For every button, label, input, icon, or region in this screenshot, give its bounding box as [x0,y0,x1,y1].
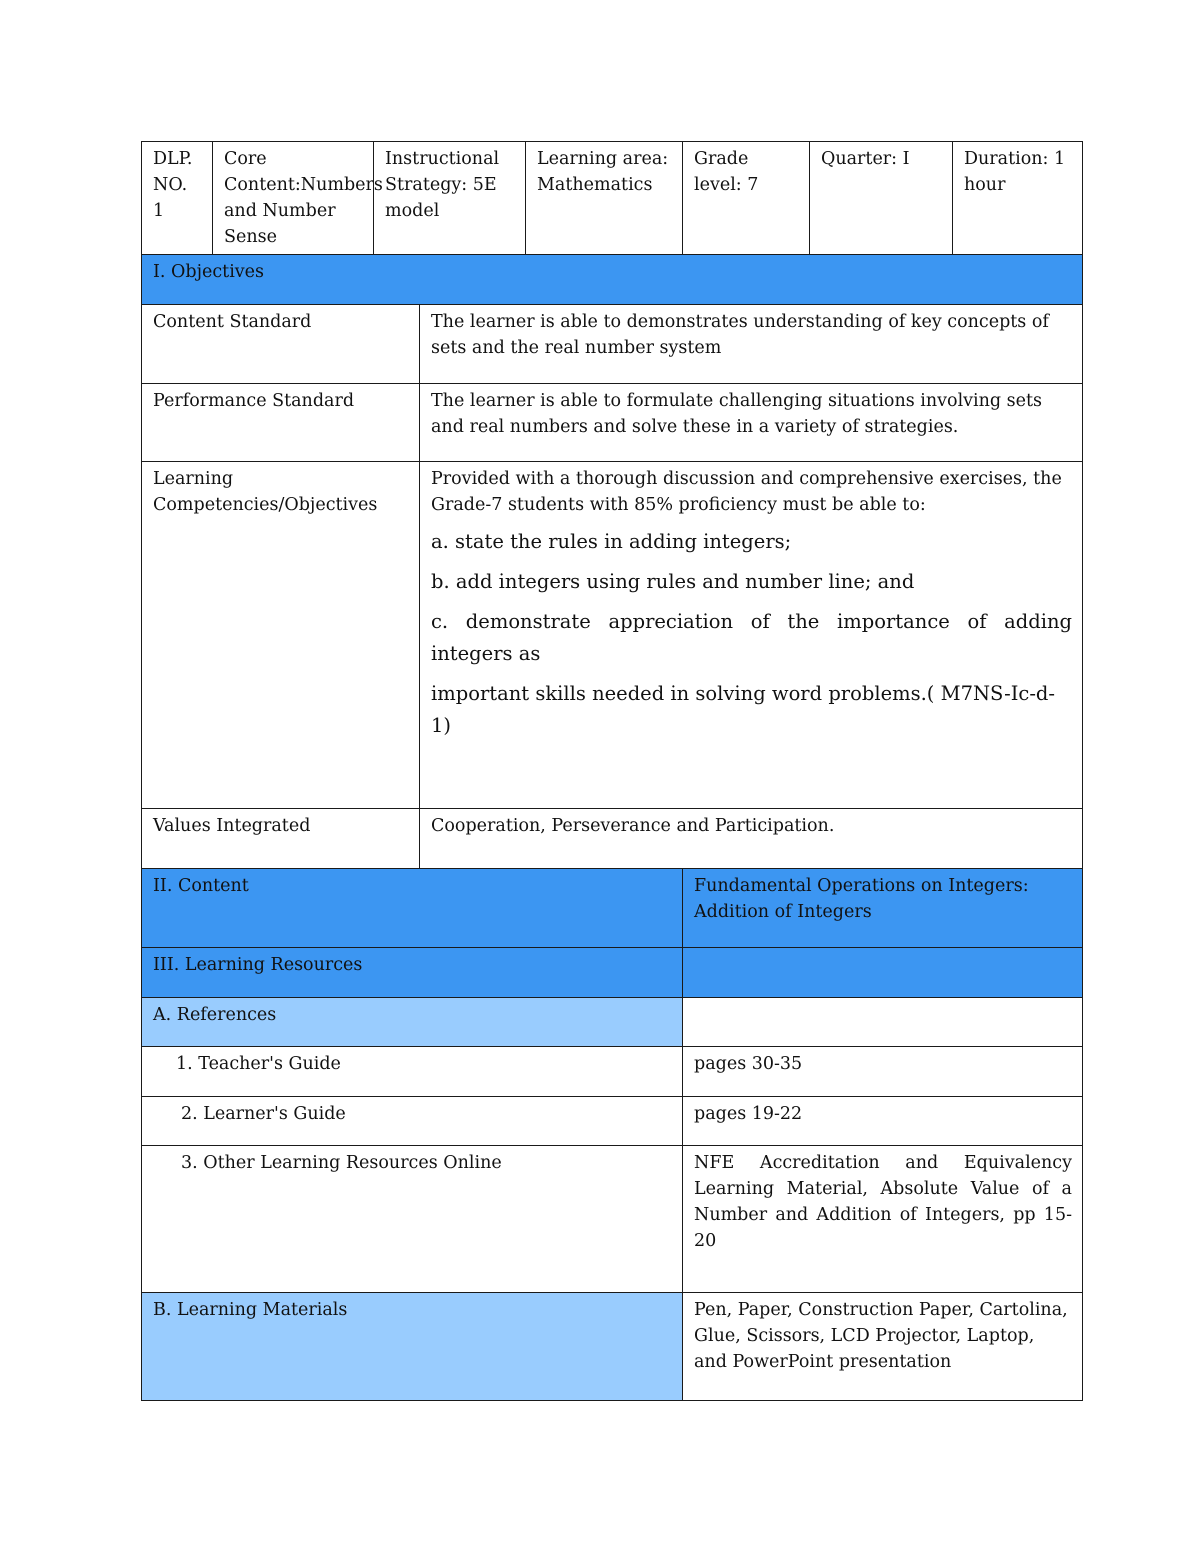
references-empty [683,998,1083,1047]
learners-guide-label: 2. Learner's Guide [142,1097,683,1146]
content-standard-row [142,305,1083,384]
learning-materials-row [142,1293,1083,1401]
learners-guide-row [142,1097,1083,1146]
performance-standard-row [142,384,1083,462]
teachers-guide-row [142,1047,1083,1097]
resources-heading-empty [683,948,1083,998]
competencies-row [142,462,1083,809]
lesson-plan-table [141,141,1083,1401]
resources-heading-row [142,948,1083,998]
values-value: Cooperation, Perseverance and Participation. [420,809,1083,869]
dlp-number: DLP. NO. 1 [142,142,213,255]
grade-level: Grade level: 7 [683,142,810,255]
content-heading: II. Content [142,869,683,948]
objectives-heading: I. Objectives [142,255,1083,305]
performance-standard-value: The learner is able to formulate challenging situations involving sets and real numbers and solve these in a variety of strategies. [420,384,1083,462]
content-value: Fundamental Operations on Integers: Addition of Integers [683,869,1083,948]
instructional-strategy: Instructional Strategy: 5E model [374,142,526,255]
learning-materials-label: B. Learning Materials [142,1293,683,1401]
references-row [142,998,1083,1047]
content-standard-label: Content Standard [142,305,420,384]
references-label: A. References [142,998,683,1047]
competency-c: c. demonstrate appreciation of the importance of adding integers as [431,610,1072,665]
content-row [142,869,1083,948]
values-label: Values Integrated [142,809,420,869]
learning-area: Learning area: Mathematics [526,142,683,255]
competencies-intro: Provided with a thorough discussion and comprehensive exercises, the Grade-7 students with 85% proficiency must be able to: [431,469,1062,515]
teachers-guide-value: pages 30-35 [683,1047,1083,1097]
other-resources-label: 3. Other Learning Resources Online [142,1146,683,1293]
teachers-guide-label: 1. Teacher's Guide [142,1047,683,1097]
performance-standard-label: Performance Standard [142,384,420,462]
content-standard-value: The learner is able to demonstrates understanding of key concepts of sets and the real number system [420,305,1083,384]
other-resources-row [142,1146,1083,1293]
learning-materials-value: Pen, Paper, Construction Paper, Cartolina, Glue, Scissors, LCD Projector, Laptop, and PowerPoint presentation [683,1293,1083,1401]
competencies-value [420,462,1083,809]
objectives-heading-row [142,255,1083,305]
other-resources-value: NFE Accreditation and Equivalency Learning Material, Absolute Value of a Number and Addition of Integers, pp 15-20 [683,1146,1083,1293]
resources-heading: III. Learning Resources [142,948,683,998]
quarter: Quarter: I [810,142,953,255]
values-row [142,809,1083,869]
competencies-label: Learning Competencies/Objectives [142,462,420,809]
learners-guide-value: pages 19-22 [683,1097,1083,1146]
duration: Duration: 1 hour [953,142,1083,255]
core-content: Core Content:Numbers and Number Sense [213,142,374,255]
header-row [142,142,1083,255]
competency-b: b. add integers using rules and number line; and [431,570,915,593]
competency-a: a. state the rules in adding integers; [431,530,792,553]
competency-d: important skills needed in solving word problems.( M7NS-Ic-d-1) [431,682,1055,737]
